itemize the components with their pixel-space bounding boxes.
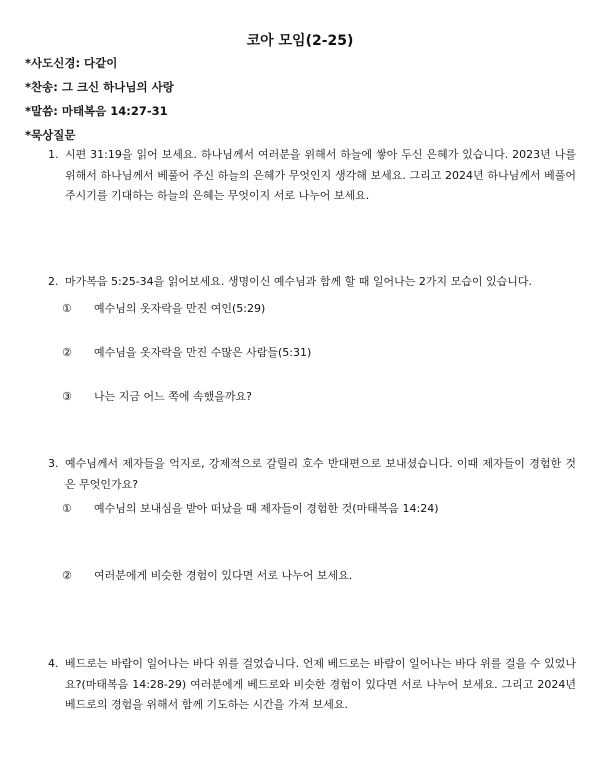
- question-number: 3.: [48, 457, 59, 470]
- question-3-sub-1: [62, 500, 439, 516]
- sub-text: 예수님의 옷자락을 만진 여인(5:29): [94, 302, 266, 315]
- sub-marker: ③: [62, 390, 72, 403]
- question-number: 4.: [48, 657, 59, 670]
- question-2: [48, 272, 576, 293]
- hymn-line: *찬송: 그 크신 하나님의 사랑: [25, 80, 174, 94]
- sub-text: 여러분에게 비슷한 경험이 있다면 서로 나누어 보세요.: [94, 569, 353, 582]
- question-number: 2.: [48, 275, 59, 288]
- sub-text: 나는 지금 어느 쪽에 속했을까요?: [94, 390, 252, 403]
- question-text: 마가복음 5:25-34을 읽어보세요. 생명이신 예수님과 함께 할 때 일어나는 2가지 모습이 있습니다.: [65, 275, 533, 288]
- sub-marker: ①: [62, 302, 72, 315]
- sub-marker: ②: [62, 346, 72, 359]
- page-title: 코아 모임(2-25): [246, 33, 354, 49]
- question-4: [48, 654, 576, 716]
- question-1: [48, 145, 576, 207]
- question-2-sub-3: [62, 388, 252, 404]
- sub-text: 예수님의 보내심을 받아 떠났을 때 제자들이 경험한 것(마태복음 14:24): [94, 502, 439, 515]
- question-3: [48, 454, 576, 495]
- sub-marker: ②: [62, 569, 72, 582]
- scripture-line: *말씀: 마태복음 14:27-31: [25, 104, 168, 118]
- question-2-sub-2: [62, 344, 311, 360]
- question-2-sub-1: [62, 300, 265, 316]
- sub-text: 예수님을 옷자락을 만진 수많은 사람들(5:31): [94, 346, 312, 359]
- sub-marker: ①: [62, 502, 72, 515]
- creed-line: *사도신경: 다같이: [25, 56, 118, 70]
- question-text: 예수님께서 제자들을 억지로, 강제적으로 갈릴리 호수 반대편으로 보내셨습니다. 이때 제자들이 경험한 것은 무엇인가요?: [65, 457, 576, 491]
- question-3-sub-2: [62, 567, 352, 583]
- question-text: 시편 31:19을 읽어 보세요. 하나님께서 여러분을 위해서 하늘에 쌓아 두신 은혜가 있습니다. 2023년 나를 위해서 하나님께서 베풀어 주신 하늘의 은혜가 무엇인지 생각해 보세요. 그리고 2024년 하나님께서 베풀어 주시기를 기대하는 하늘의 은혜는 무엇이지 서로 나누어 보세요.: [65, 148, 576, 202]
- meditation-heading: *묵상질문: [25, 128, 76, 142]
- question-number: 1.: [48, 148, 59, 161]
- question-text: 베드로는 바람이 일어나는 바다 위를 걸었습니다. 언제 베드로는 바람이 일어나는 바다 위를 걸을 수 있었나요?(마태복음 14:28-29) 여러분에게 베드로와 비슷한 경험이 있다면 서로 나누어 보세요. 그리고 2024년 베드로의 경험을 위해서 함께 기도하는 시간을 가져 보세요.: [65, 657, 576, 711]
